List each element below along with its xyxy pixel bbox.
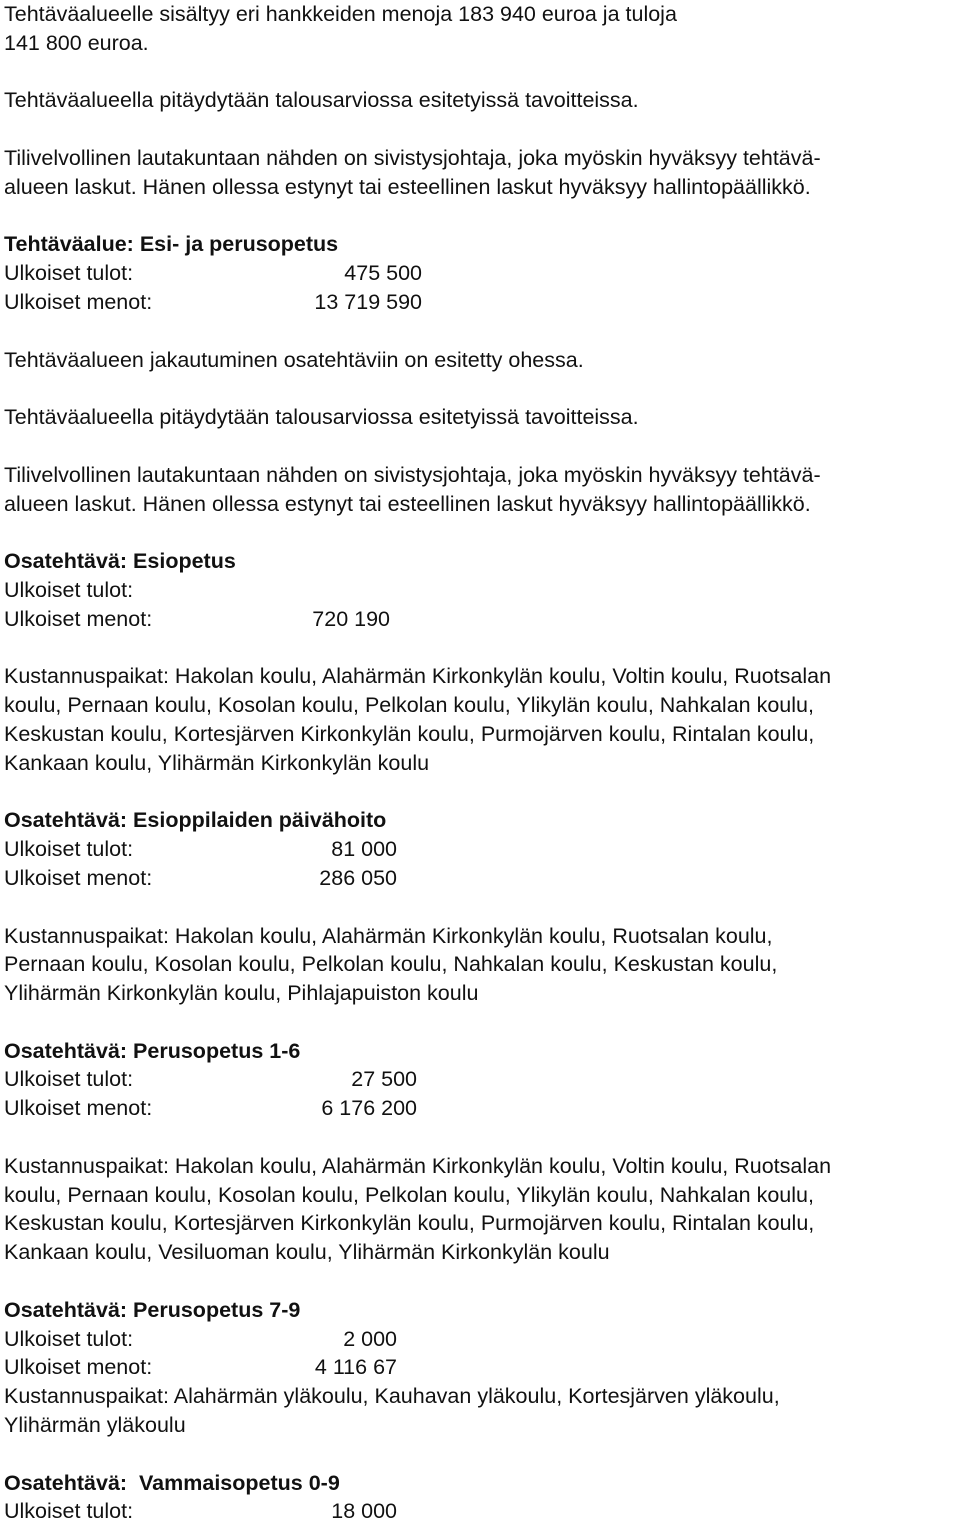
expense-label: Ulkoiset menot: <box>4 1355 153 1380</box>
spacer <box>4 58 960 87</box>
subtask-expense-row <box>4 1094 960 1123</box>
intro-paragraph-projects: Tehtäväalueelle sisältyy eri hankkeiden menoja 183 940 euroa ja tuloja 141 800 euroa. <box>4 2 677 55</box>
subtask-heading: Osatehtävä: Esiopetus <box>4 549 236 574</box>
spacer <box>4 518 960 547</box>
area-paragraph-breakdown: Tehtäväalueen jakautuminen osatehtäviin on esitetty ohessa. <box>4 347 584 372</box>
subtask-income-row <box>4 1325 960 1354</box>
spacer <box>4 202 960 231</box>
expense-value: 286 050 <box>319 865 397 890</box>
area-expense-row <box>4 288 960 317</box>
spacer <box>4 1008 960 1037</box>
income-value: 475 500 <box>344 261 422 286</box>
subtask-heading: Osatehtävä: Perusopetus 7-9 <box>4 1297 301 1322</box>
area-heading: Tehtäväalue: Esi- ja perusopetus <box>4 232 339 257</box>
spacer <box>4 1267 960 1296</box>
area-paragraph-goals: Tehtäväalueella pitäydytään talousarviossa esitetyissä tavoitteissa. <box>4 405 639 430</box>
spacer <box>4 374 960 403</box>
expense-label: Ulkoiset menot: <box>4 289 153 314</box>
income-value: 2 000 <box>343 1326 397 1351</box>
spacer <box>4 634 960 663</box>
cost-centers-paragraph: Kustannuspaikat: Alahärmän yläkoulu, Kauhavan yläkoulu, Kortesjärven yläkoulu, Ylihärmän yläkoulu <box>4 1384 780 1438</box>
intro-paragraph-goals: Tehtäväalueella pitäydytään talousarviossa esitetyissä tavoitteissa. <box>4 88 639 113</box>
spacer <box>4 432 960 461</box>
subtask-income-row <box>4 576 960 605</box>
spacer <box>4 317 960 346</box>
expense-value: 4 116 67 <box>314 1355 397 1380</box>
cost-centers-paragraph: Kustannuspaikat: Hakolan koulu, Alahärmän Kirkonkylän koulu, Ruotsalan koulu, Pernaan koulu, Kosolan koulu, Pelkolan koulu, Nahkalan koulu, Keskustan koulu, Ylihärmän Kirkonkylän koulu, Pihlajapuiston koulu <box>4 923 778 1006</box>
subtask-heading: Osatehtävä: Esioppilaiden päivähoito <box>4 808 387 833</box>
subtask-expense-row <box>4 605 960 634</box>
area-income-row <box>4 259 960 288</box>
income-label: Ulkoiset tulot: <box>4 837 134 862</box>
income-label: Ulkoiset tulot: <box>4 577 134 602</box>
subtask-expense-row <box>4 864 960 893</box>
subtask-heading: Osatehtävä: Vammaisopetus 0-9 <box>4 1470 340 1495</box>
income-value: 18 000 <box>331 1499 397 1524</box>
expense-value: 720 190 <box>312 606 390 631</box>
spacer <box>4 1123 960 1152</box>
subtask-income-row <box>4 835 960 864</box>
intro-paragraph-approver: Tilivelvollinen lautakuntaan nähden on sivistysjohtaja, joka myöskin hyväksyy tehtävä- alueen laskut. Hänen ollessa estynyt tai esteellinen laskut hyväksyy hallintopäällikkö. <box>4 145 821 199</box>
cost-centers-paragraph: Kustannuspaikat: Hakolan koulu, Alahärmän Kirkonkylän koulu, Voltin koulu, Ruotsalan koulu, Pernaan koulu, Kosolan koulu, Pelkolan koulu, Ylikylän koulu, Nahkalan koulu, Keskustan koulu, Kortesjärven Kirkonkylän koulu, Purmojärven koulu, Rintalan koulu, Kankaan koulu, Ylihärmän Kirkonkylän koulu <box>4 664 832 775</box>
spacer <box>4 893 960 922</box>
income-label: Ulkoiset tulot: <box>4 1067 134 1092</box>
subtask-expense-row <box>4 1353 960 1382</box>
subtask-income-row <box>4 1065 960 1094</box>
expense-label: Ulkoiset menot: <box>4 865 153 890</box>
income-label: Ulkoiset tulot: <box>4 1326 134 1351</box>
cost-centers-paragraph: Kustannuspaikat: Hakolan koulu, Alahärmän Kirkonkylän koulu, Voltin koulu, Ruotsalan koulu, Pernaan koulu, Kosolan koulu, Pelkolan koulu, Ylikylän koulu, Nahkalan koulu, Keskustan koulu, Kortesjärven Kirkonkylän koulu, Purmojärven koulu, Rintalan koulu, Kankaan koulu, Vesiluoman koulu, Ylihärmän Kirkonkylän koulu <box>4 1153 832 1265</box>
income-label: Ulkoiset tulot: <box>4 261 134 286</box>
subtask-income-row <box>4 1497 960 1526</box>
expense-label: Ulkoiset menot: <box>4 1096 153 1121</box>
subtask-heading: Osatehtävä: Perusopetus 1-6 <box>4 1038 301 1063</box>
expense-value: 6 176 200 <box>321 1096 417 1121</box>
expense-value: 13 719 590 <box>314 289 422 314</box>
spacer <box>4 778 960 807</box>
spacer <box>4 1440 960 1469</box>
expense-label: Ulkoiset menot: <box>4 606 153 631</box>
income-value: 27 500 <box>351 1067 417 1092</box>
area-paragraph-approver: Tilivelvollinen lautakuntaan nähden on sivistysjohtaja, joka myöskin hyväksyy tehtävä- alueen laskut. Hänen ollessa estynyt tai esteellinen laskut hyväksyy hallintopäällikkö. <box>4 462 821 516</box>
income-value: 81 000 <box>331 837 397 862</box>
income-label: Ulkoiset tulot: <box>4 1499 134 1524</box>
spacer <box>4 115 960 144</box>
document-page <box>4 0 960 1526</box>
